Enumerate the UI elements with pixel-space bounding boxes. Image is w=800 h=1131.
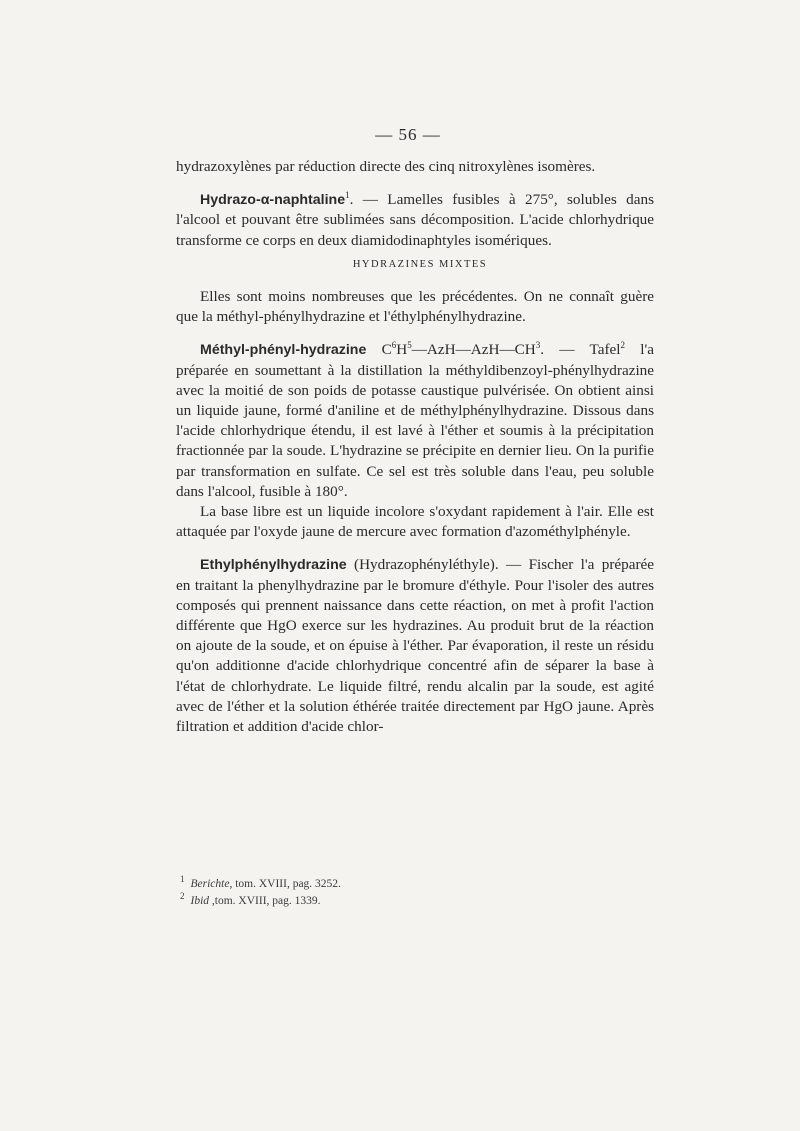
paragraph-ethylphenylhydrazine	[176, 555, 654, 737]
footnote-ref: 2	[620, 340, 626, 351]
paragraph-hydrazo-naphtaline	[176, 190, 654, 251]
paragraph-text: hydrazoxylènes par réduction directe des cinq nitroxylènes isomères.	[176, 158, 596, 175]
footnote-source: Berichte,	[190, 878, 233, 890]
paragraph-text: . — Lamelles fusibles à 275°, solubles dans l'alcool et pouvant être sublimées sans décomposition. L'acide chlorhydrique transforme ce corps en deux diamidodinaphtyles isomériques.	[176, 191, 654, 249]
paragraph-base-libre	[176, 502, 654, 542]
compound-heading: Hydrazo-α-naphtaline	[200, 192, 346, 209]
formula-sup: 5	[407, 340, 412, 351]
page-number: — 56 —	[375, 125, 441, 144]
formula-sup: 3	[535, 340, 541, 351]
footnotes	[176, 876, 654, 910]
formula-part: —AzH—AzH—CH	[411, 341, 536, 359]
compound-heading: Ethylphénylhydrazine	[200, 557, 347, 574]
footnote-text: tom. XVIII, pag. 3252.	[232, 878, 341, 890]
paragraph-methyl-phenyl-hydrazine	[176, 340, 654, 502]
paragraph-text: . — Tafel	[540, 341, 621, 359]
paragraph-text: Elles sont moins nombreuses que les précédentes. On ne connaît guère que la méthyl-phénylhydrazine et l'éthylphénylhydrazine.	[176, 288, 654, 326]
formula-sup: 6	[391, 340, 397, 351]
formula-part: H	[396, 341, 408, 359]
paragraph-text: (Hydrazophényléthyle). — Fischer l'a préparée en traitant la phenylhydrazine par le bromure d'éthyle. Pour l'isoler des autres composés qui prennent naissance dans cette réaction, on met à profit l'action différente que HgO exerce sur les hydrazines. Au produit brut de la réaction on ajoute de la soude, et on épuise à l'éther. Par évaporation, il reste un résidu qu'on additionne d'acide chlorhydrique concentré afin de séparer la base à l'état de chlorhydrate. Le liquide filtré, rendu alcalin par la soude, est agité avec de l'éther et la solution éthérée traitée directement par HgO jaune. Après filtration et addition d'acide chlor-	[176, 556, 654, 736]
footnote-text: ,tom. XVIII, pag. 1339.	[209, 895, 321, 907]
formula-part: C	[366, 341, 392, 359]
footnote	[176, 893, 654, 910]
body-text	[176, 157, 654, 737]
paragraph-intro-mixtes	[176, 287, 654, 327]
section-title: HYDRAZINES MIXTES	[352, 258, 488, 270]
paragraph-text: l'a préparée en soumettant à la distillation la méthyldibenzoyl-phénylhydrazine avec la moitié de son poids de potasse caustique pulvérisée. On obtient ainsi un liquide jaune, formé d'aniline et de méthylphénylhydrazine. Dissous dans l'acide chlorhydrique étendu, il est lavé à l'éther et soumis à la précipitation fractionnée par la soude. L'hydrazine se précipite en dernier lieu. On la purifie par transformation en sulfate. Ce sel est très soluble dans l'eau, peu soluble dans l'alcool, fusible à 180°.	[176, 341, 654, 500]
footnote-ref: 1	[345, 190, 350, 201]
paragraph-continuation	[176, 157, 654, 177]
footnote-number: 1	[180, 874, 185, 885]
footnote	[176, 876, 654, 893]
compound-heading: Méthyl-phényl-hydrazine	[200, 342, 367, 359]
footnote-number: 2	[180, 891, 185, 902]
footnote-source: Ibid	[190, 895, 210, 907]
paragraph-text: La base libre est un liquide incolore s'oxydant rapidement à l'air. Elle est attaquée par l'oxyde jaune de mercure avec formation d'azométhylphényle.	[176, 503, 654, 541]
